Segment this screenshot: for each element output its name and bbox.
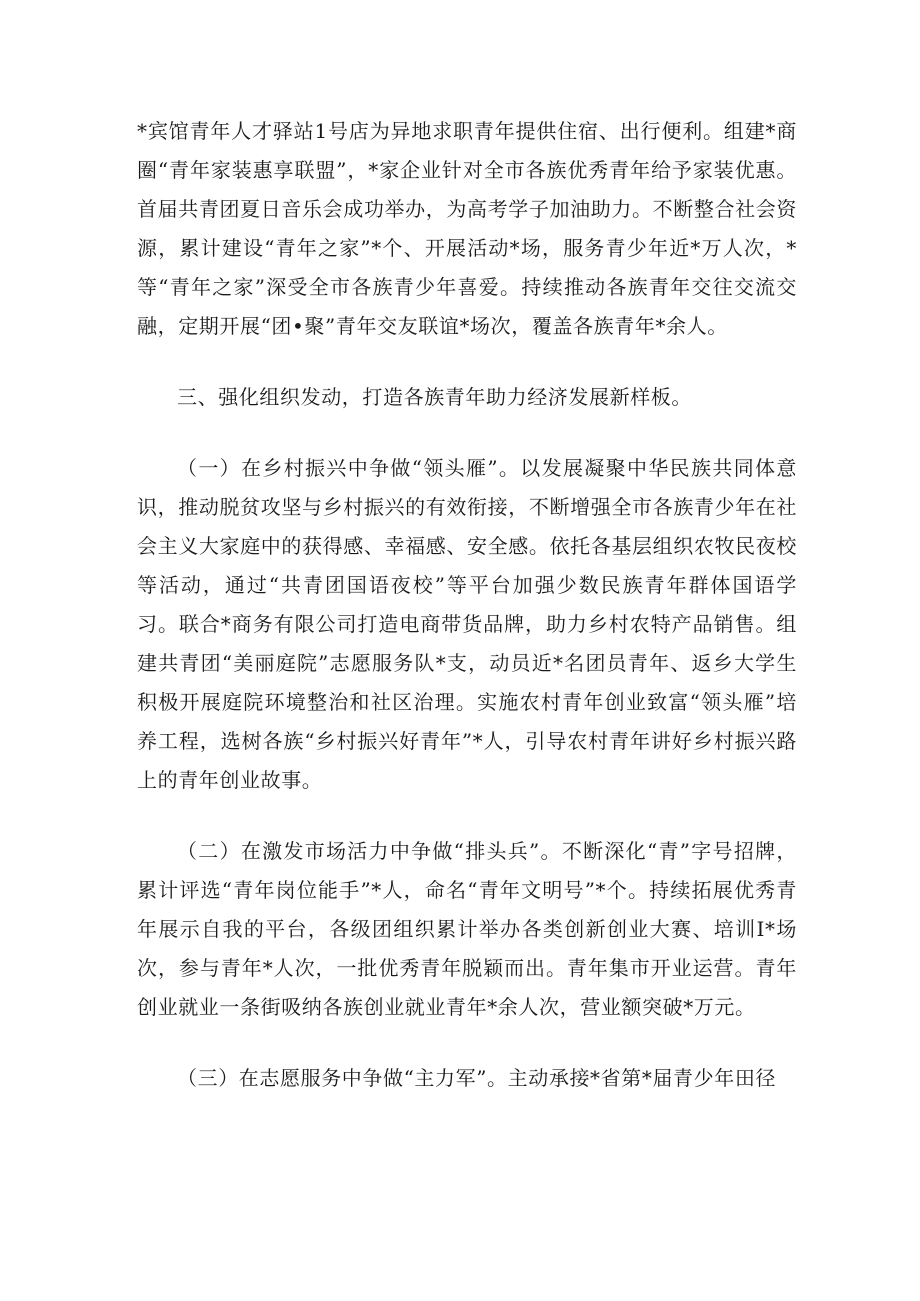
paragraph-market-vitality: （二）在激发市场活力中争做“排头兵”。不断深化“青”字号招牌，累计评选“青年岗位能手”*人，命名“青年文明号”*个。持续拓展优秀青年展示自我的平台，各级团组织累计举办各类创新创业大赛、培训I*场次，参与青年*人次，一批优秀青年脱颖而出。青年集市开业运营。青年创业就业一条街吸纳各族创业就业青年*余人次，营业额突破*万元。 [137,839,797,1019]
document-page [137,112,797,1098]
section-heading-three: 三、强化组织发动，打造各族青年助力经济发展新样板。 [177,385,692,409]
paragraph-volunteer-service: （三）在志愿服务中争做“主力军”。主动承接*省第*届青少年田径 [177,1066,777,1090]
paragraph-youth-services: *宾馆青年人才驿站1号店为异地求职青年提供住宿、出行便利。组建*商圈“青年家装惠享联盟”，*家企业针对全市各族优秀青年给予家装优惠。首届共青团夏日音乐会成功举办，为高考学子加油助力。不断整合社会资源，累计建设“青年之家”*个、开展活动*场，服务青少年近*万人次，*等“青年之家”深受全市各族青少年喜爱。持续推动各族青年交往交流交融，定期开展“团•聚”青年交友联谊*场次，覆盖各族青年*余人。 [137,119,797,338]
paragraph-rural-revitalization: （一）在乡村振兴中争做“领头雁”。以发展凝聚中华民族共同体意识，推动脱贫攻坚与乡村振兴的有效衔接，不断增强全市各族青少年在社会主义大家庭中的获得感、幸福感、安全感。依托各基层组织农牧民夜校等活动，通过“共青团国语夜校”等平台加强少数民族青年群体国语学习。联合*商务有限公司打造电商带货品牌，助力乡村农特产品销售。组建共青团“美丽庭院”志愿服务队*支，动员近*名团员青年、返乡大学生积极开展庭院环境整治和社区治理。实施农村青年创业致富“领头雁”培养工程，选树各族“乡村振兴好青年”*人，引导农村青年讲好乡村振兴路上的青年创业故事。 [137,456,797,792]
